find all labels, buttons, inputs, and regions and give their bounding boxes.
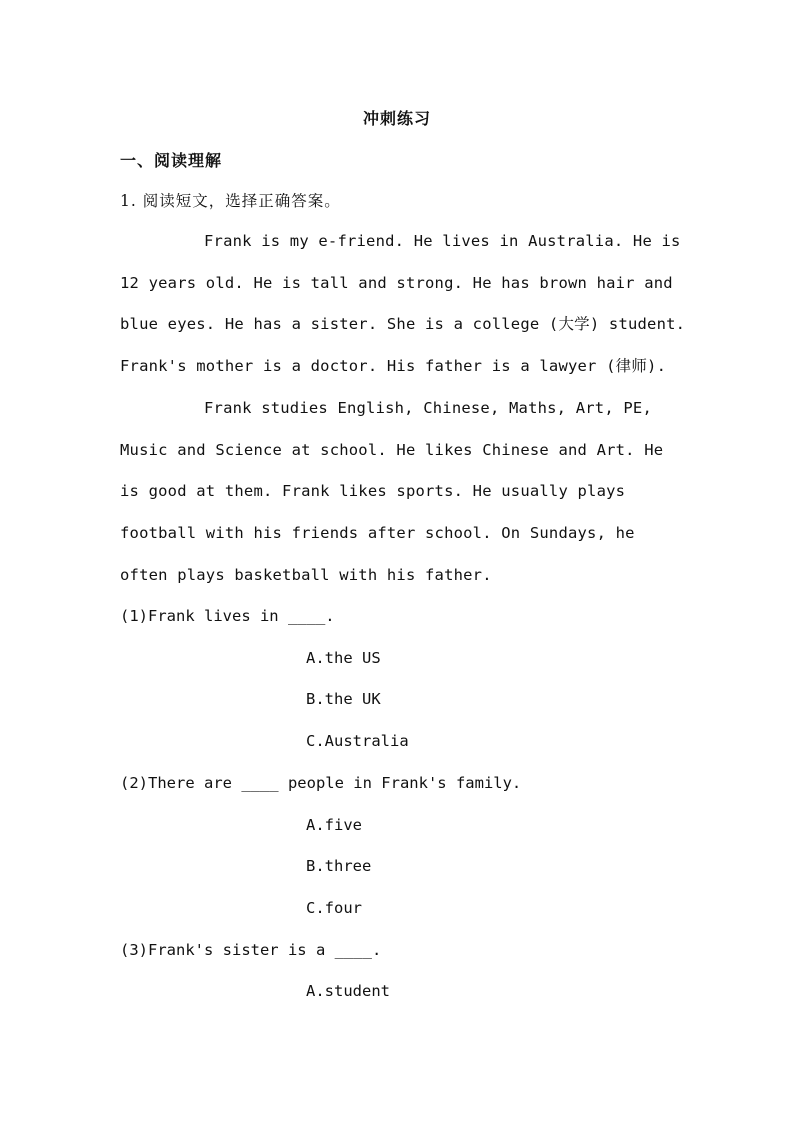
question-stem: (2)There are ____ people in Frank's family. xyxy=(120,773,522,792)
answer-option[interactable]: C.four xyxy=(306,898,362,917)
passage-line: football with his friends after school. On Sundays, he xyxy=(120,523,635,542)
page-title: 冲刺练习 xyxy=(362,109,431,128)
passage-line: is good at them. Frank likes sports. He usually plays xyxy=(120,482,626,501)
question-3 xyxy=(120,930,700,1013)
passage-line: Frank studies English, Chinese, Maths, Art, PE, xyxy=(204,398,652,417)
question-stem: (3)Frank's sister is a ____. xyxy=(120,940,382,959)
exercise-instruction: 1. 阅读短文，选择正确答案。 xyxy=(120,192,341,210)
answer-option[interactable]: B.three xyxy=(306,857,372,876)
question-stem: (1)Frank lives in ____. xyxy=(120,607,335,625)
answer-option[interactable]: A.five xyxy=(306,815,362,834)
passage-line: blue eyes. He has a sister. She is a college (大学) student. xyxy=(120,315,686,334)
answer-option[interactable]: A.student xyxy=(306,982,390,1001)
passage-line: Frank is my e-friend. He lives in Australia. He is xyxy=(204,232,681,250)
question-list xyxy=(120,596,700,1013)
answer-option[interactable]: B.the UK xyxy=(306,690,381,709)
answer-option[interactable]: C.Australia xyxy=(306,732,409,751)
passage-line: Frank's mother is a doctor. His father is a lawyer (律师). xyxy=(120,357,667,376)
passage-line: 12 years old. He is tall and strong. He has brown hair and xyxy=(120,273,673,292)
question-2 xyxy=(120,763,700,930)
passage-line: often plays basketball with his father. xyxy=(120,565,492,584)
passage-line: Music and Science at school. He likes Chinese and Art. He xyxy=(120,440,664,459)
section-heading: 一、阅读理解 xyxy=(120,151,223,170)
answer-option[interactable]: A.the US xyxy=(306,648,381,667)
reading-passage xyxy=(120,221,700,596)
question-1 xyxy=(120,596,700,763)
